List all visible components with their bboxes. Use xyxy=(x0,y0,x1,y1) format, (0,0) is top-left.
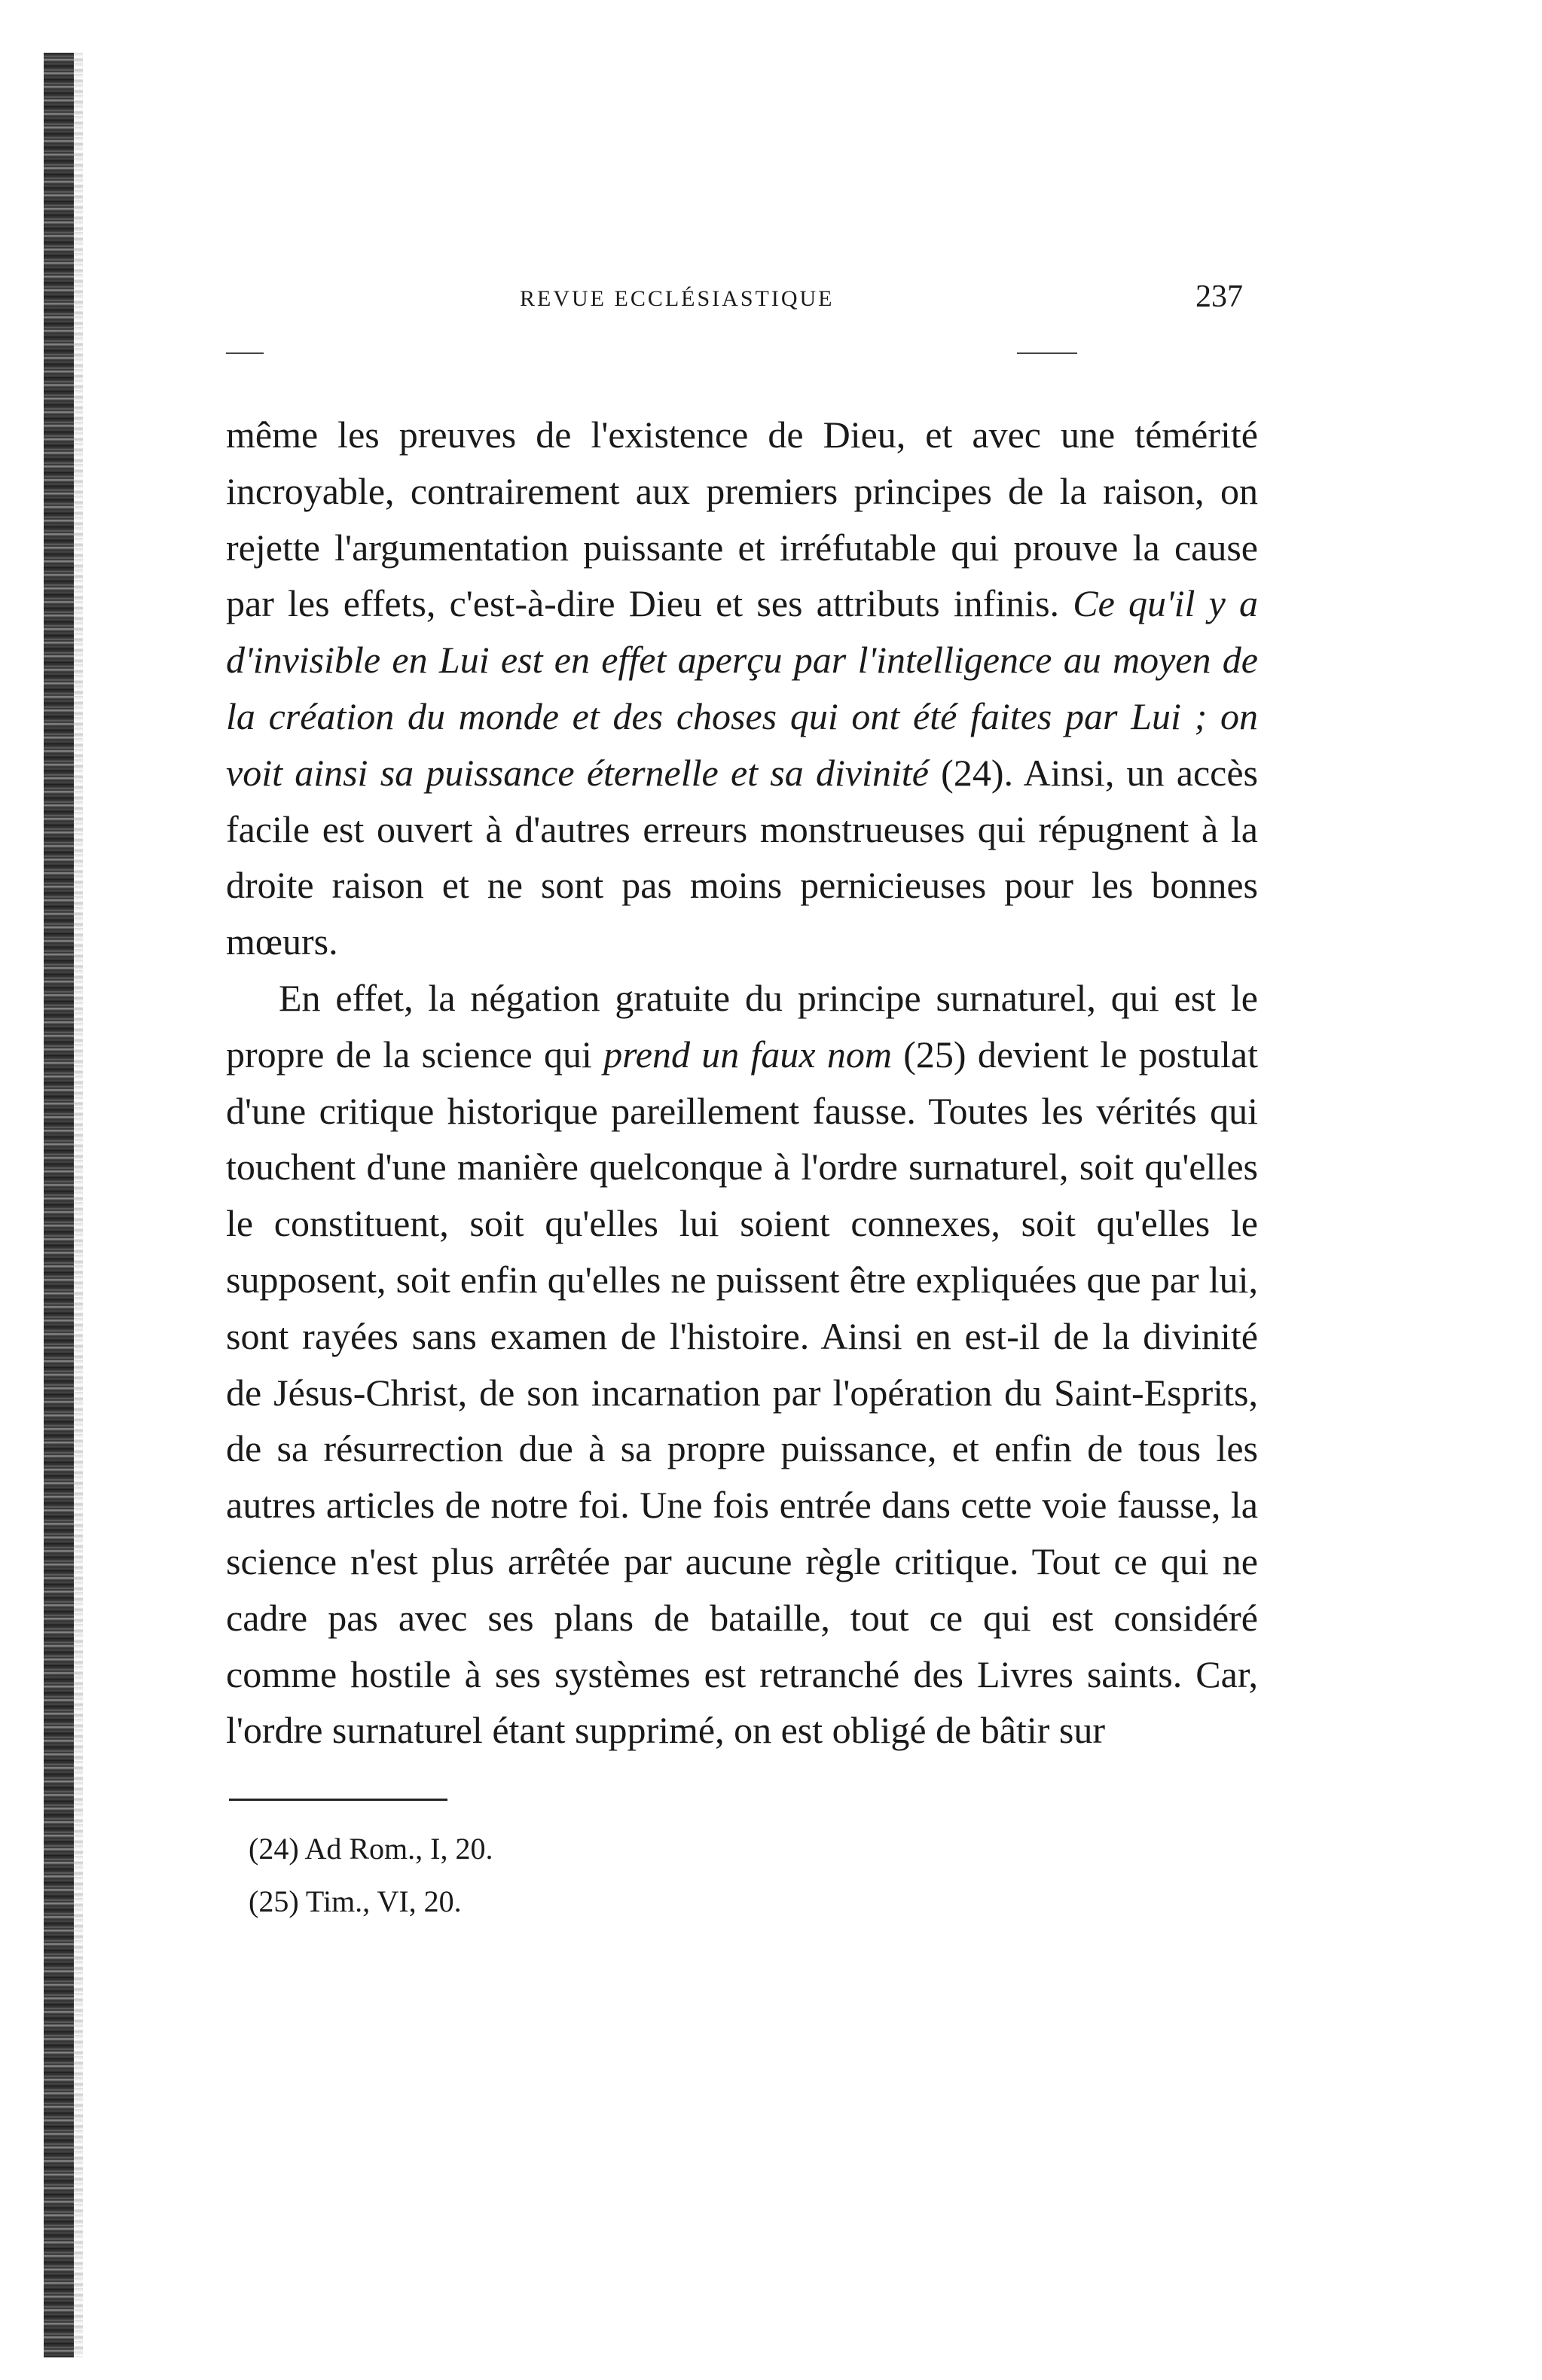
footnotes xyxy=(249,1823,927,1928)
running-head xyxy=(226,279,1258,324)
paragraph-text: même les preuves de l'existence de Dieu, et avec une témérité incroyable, contrairement aux premiers principes de la raison, on rejette l'argumentation puissante et irréfutable qui prouve la cause par les effets, c'est-à-dire Dieu et ses attributs infinis. xyxy=(226,413,1258,625)
italic-quotation: prend un faux nom xyxy=(603,1033,892,1076)
footnote xyxy=(249,1875,927,1928)
scan-binding-edge xyxy=(44,53,74,2357)
body-text xyxy=(226,407,1258,1759)
footnote-reference: (24). xyxy=(928,751,1024,794)
page-number: 237 xyxy=(1195,279,1243,314)
paragraph xyxy=(226,970,1258,1759)
paragraph-text: Ainsi, un accès facile est ouvert à d'autres erreurs monstrueuses qui répugnent à la droite raison et ne sont pas moins pernicieuses pour les bonnes mœurs. xyxy=(226,751,1259,963)
paragraph-text: (25) devient le postulat d'une critique historique pareillement fausse. Toutes les vérités qui touchent d'une manière quelconque à l'ordre surnaturel, soit qu'elles le constituent, soit qu'elles lui soient connexes, soit qu'elles le supposent, soit enfin qu'elles ne puissent être expliquées que par lui, sont rayées sans examen de l'histoire. Ainsi en est-il de la divinité de Jésus-Christ, de son incarnation par l'opération du Saint-Esprits, de sa résurrection due à sa propre puissance, et enfin de tous les autres articles de notre foi. Une fois entrée dans cette voie fausse, la science n'est plus arrêtée par aucune règle critique. Tout ce qui ne cadre pas avec ses plans de bataille, tout ce qui est considéré comme hostile à ses systèmes est retranché des Livres saints. Car, l'ordre surnaturel étant supprimé, on est obligé de bâtir sur xyxy=(226,1033,1258,1752)
footnote-text: Ad Rom., I, 20. xyxy=(304,1832,493,1866)
header-rule xyxy=(226,352,264,354)
paragraph-text: En effet, la négation gratuite du principe surnaturel, qui est le propre de la science qui xyxy=(226,976,1258,1076)
footnote-text: Tim., VI, 20. xyxy=(305,1884,462,1918)
footnote-mark: (24) xyxy=(249,1832,299,1866)
footnote xyxy=(249,1823,927,1875)
footnote-mark: (25) xyxy=(249,1884,299,1918)
footnote-rule xyxy=(229,1799,447,1801)
header-rule xyxy=(1017,352,1077,354)
italic-quotation: Ce qu'il y a d'invisible en Lui est en effet aperçu par l'intelligence au moyen de la création du monde et des choses qui ont été faites par Lui ; on voit ainsi sa puissance éternelle et sa divinité xyxy=(226,582,1258,794)
running-head-title: REVUE ECCLÉSIASTIQUE xyxy=(520,286,835,311)
paragraph xyxy=(226,407,1258,970)
